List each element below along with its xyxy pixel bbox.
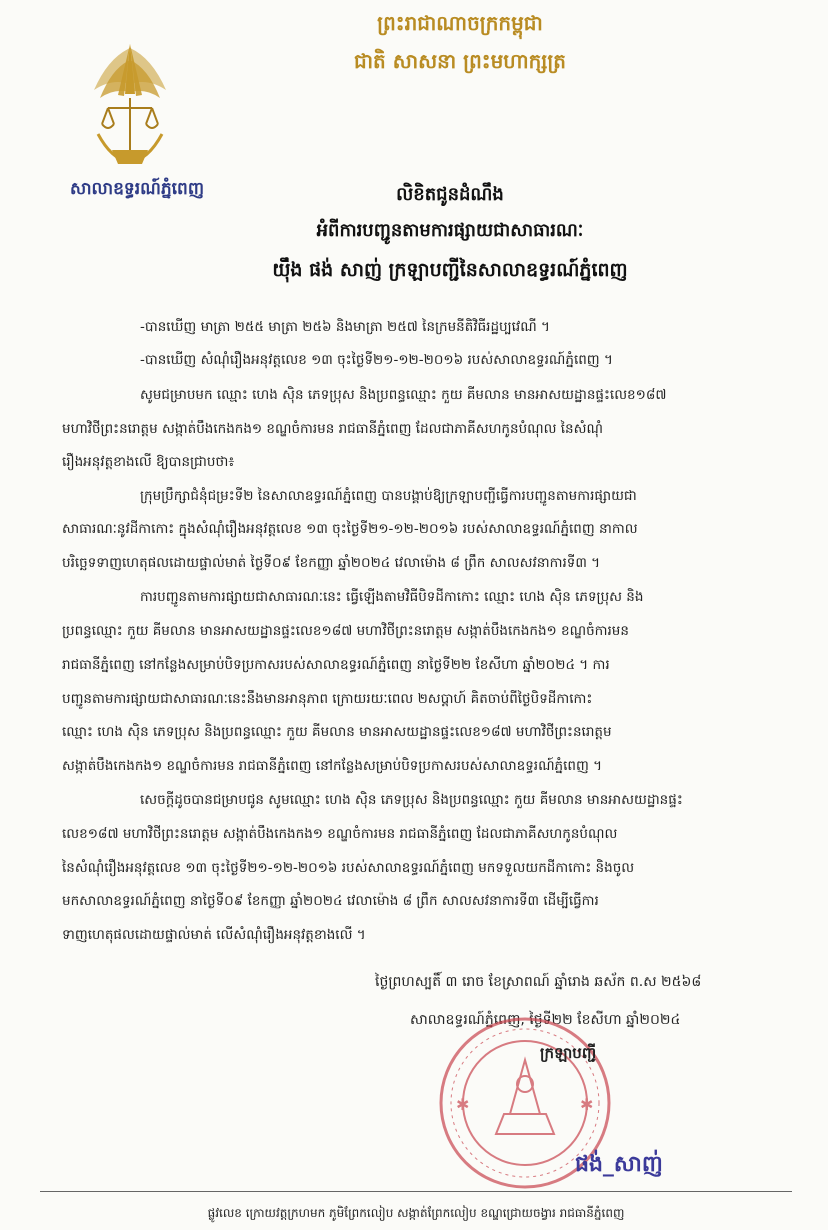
court-emblem-logo bbox=[88, 38, 172, 170]
body-line: សូមជម្រាបមក ឈ្មោះ ហេង ស៊ិន ភេទប្រុស និងប្រពន្ធឈ្មោះ កួយ គីមលាន មានអាសយដ្ឋានផ្ទះលេខ១៨៧ bbox=[140, 387, 667, 403]
body-line: បញ្ជូនតាមការផ្សាយជាសាធារណៈនេះនឹងមានអានុភាព ក្រោយរយៈពេល ២សប្តាហ៍ គិតចាប់ពីថ្ងៃបិទដីកាកោះ bbox=[62, 691, 593, 707]
svg-text:✱: ✱ bbox=[580, 1095, 594, 1114]
body-line: បរិច្ឆេទទាញហេតុផលដោយផ្ទាល់មាត់ ថ្ងៃទី០៩ ខែកញ្ញា ឆ្នាំ២០២៤ វេលាម៉ោង ៨ ព្រឹក សាលសវនាការទី៣ ។ bbox=[62, 555, 601, 571]
body-line: សាធារណៈនូវដីកាកោះ ក្នុងសំណុំរឿងអនុវត្តលេខ ១៣ ចុះថ្ងៃទី២១-១២-២០១៦ របស់សាលាឧទ្ធរណ៍ភ្នំពេញ នាកាល bbox=[62, 521, 638, 537]
body-line: នៃសំណុំរឿងអនុវត្តលេខ ១៣ ចុះថ្ងៃទី២១-១២-២០១៦ របស់សាលាឧទ្ធរណ៍ភ្នំពេញ មកទទួលយកដីកាកោះ និងចូល bbox=[62, 860, 635, 876]
court-name: សាលាឧទ្ធរណ៍ភ្នំពេញ bbox=[69, 179, 205, 199]
body-line: ប្រពន្ធឈ្មោះ កួយ គីមលាន មានអាសយដ្ឋានផ្ទះលេខ១៨៧ មហាវិថីព្រះនរោត្តម សង្កាត់បឹងកេងកង១ ខណ្ឌចំការមន bbox=[62, 623, 629, 639]
motto-line-2: ជាតិ សាសនា ព្រះមហាក្សត្រ bbox=[354, 49, 566, 73]
footer-address: ផ្លូវលេខ ក្រោយវត្តក្រហមក ភូមិព្រែកលៀប សង្កាត់ព្រែកលៀប ខណ្ឌជ្រោយចង្វារ រាជធានីភ្នំពេញ bbox=[207, 1206, 625, 1220]
body-line: -បានឃើញ មាត្រា ២៥៥ មាត្រា ២៥៦ និងមាត្រា ២៥៧ នៃក្រមនីតិវិធីរដ្ឋប្បវេណី ។ bbox=[140, 319, 550, 335]
place-and-date: សាលាឧទ្ធរណ៍ភ្នំពេញ, ថ្ងៃទី២២ ខែសីហា ឆ្នាំ២០២៤ bbox=[410, 1012, 681, 1028]
registrar-title: ក្រឡាបញ្ជី bbox=[540, 1044, 597, 1062]
body-line: លេខ១៨៧ មហាវិថីព្រះនរោត្តម សង្កាត់បឹងកេងកង១ ខណ្ឌចំការមន រាជធានីភ្នំពេញ ដែលជាភាគីសហកូនបំណុល bbox=[62, 826, 618, 842]
body-line: ទាញហេតុផលដោយផ្ទាល់មាត់ លើសំណុំរឿងអនុវត្តខាងលើ ។ bbox=[62, 927, 366, 943]
footer-divider bbox=[40, 1191, 792, 1192]
issuing-officer: យ៉ឹង ផង់ សាញ់ ក្រឡាបញ្ជីនៃសាលាឧទ្ធរណ៍ភ្នំពេញ bbox=[272, 259, 628, 281]
body-line: ការបញ្ជូនតាមការផ្សាយជាសាធារណៈនេះ ធ្វើឡើងតាមវិធីបិទដីកាកោះ ឈ្មោះ ហេង ស៊ិន ភេទប្រុស និង bbox=[140, 589, 644, 605]
body-line: ក្រុមប្រឹក្សាជំនុំជម្រះទី២ នៃសាលាឧទ្ធរណ៍ភ្នំពេញ បានបង្គាប់ឱ្យក្រឡាបញ្ជីធ្វើការបញ្ជូនតាមការផ្សាយជា bbox=[140, 488, 637, 504]
motto-line-1: ព្រះរាជាណាចក្រកម្ពុជា bbox=[377, 11, 543, 35]
body-line: សង្កាត់បឹងកេងកង១ ខណ្ឌចំការមន រាជធានីភ្នំពេញ នៅកន្លែងសម្រាប់បិទប្រកាសរបស់សាលាឧទ្ធរណ៍ភ្នំពេញ ។ bbox=[62, 758, 603, 774]
signature-name: ផង់_សាញ់ bbox=[575, 1152, 663, 1177]
body-line: មហាវិថីព្រះនរោត្តម សង្កាត់បឹងកេងកង១ ខណ្ឌចំការមន រាជធានីភ្នំពេញ ដែលជាភាគីសហកូនបំណុល នៃសំណុំ bbox=[62, 421, 603, 437]
body-line: ឈ្មោះ ហេង ស៊ិន ភេទប្រុស និងប្រពន្ធឈ្មោះ កួយ គីមលាន មានអាសយដ្ឋានផ្ទះលេខ១៨៧ មហាវិថីព្រះនរោត្តម bbox=[62, 724, 612, 740]
lunar-date: ថ្ងៃព្រហស្បតិ៍ ៣ រោច ខែស្រាពណ៍ ឆ្នាំរោង ឆស័ក ព.ស ២៥៦៨ bbox=[375, 974, 702, 990]
svg-text:✱: ✱ bbox=[456, 1095, 470, 1114]
body-line: -បានឃើញ សំណុំរឿងអនុវត្តលេខ ១៣ ចុះថ្ងៃទី២១-១២-២០១៦ របស់សាលាឧទ្ធរណ៍ភ្នំពេញ ។ bbox=[140, 352, 613, 368]
document-subtitle: អំពីការបញ្ជូនតាមការផ្សាយជាសាធារណៈ bbox=[316, 220, 584, 241]
document-title: លិខិតជូនដំណឹង bbox=[396, 184, 504, 205]
body-line: រឿងអនុវត្តខាងលើ ឱ្យបានជ្រាបថា៖ bbox=[62, 454, 235, 470]
body-line: មកសាលាឧទ្ធរណ៍ភ្នំពេញ នាថ្ងៃទី០៩ ខែកញ្ញា ឆ្នាំ២០២៤ វេលាម៉ោង ៨ ព្រឹក សាលសវនាការទី៣ ដើម្បីធ្វើការ bbox=[62, 893, 599, 909]
body-line: រាជធានីភ្នំពេញ នៅកន្លែងសម្រាប់បិទប្រកាសរបស់សាលាឧទ្ធរណ៍ភ្នំពេញ នាថ្ងៃទី២២ ខែសីហា ឆ្នាំ២០២៤ ។ ការ bbox=[62, 657, 610, 673]
body-line: សេចក្តីដូចបានជម្រាបជូន សូមឈ្មោះ ហេង ស៊ិន ភេទប្រុស និងប្រពន្ធឈ្មោះ កួយ គីមលាន មានអាសយដ្ឋានផ្ទះ bbox=[140, 792, 683, 808]
